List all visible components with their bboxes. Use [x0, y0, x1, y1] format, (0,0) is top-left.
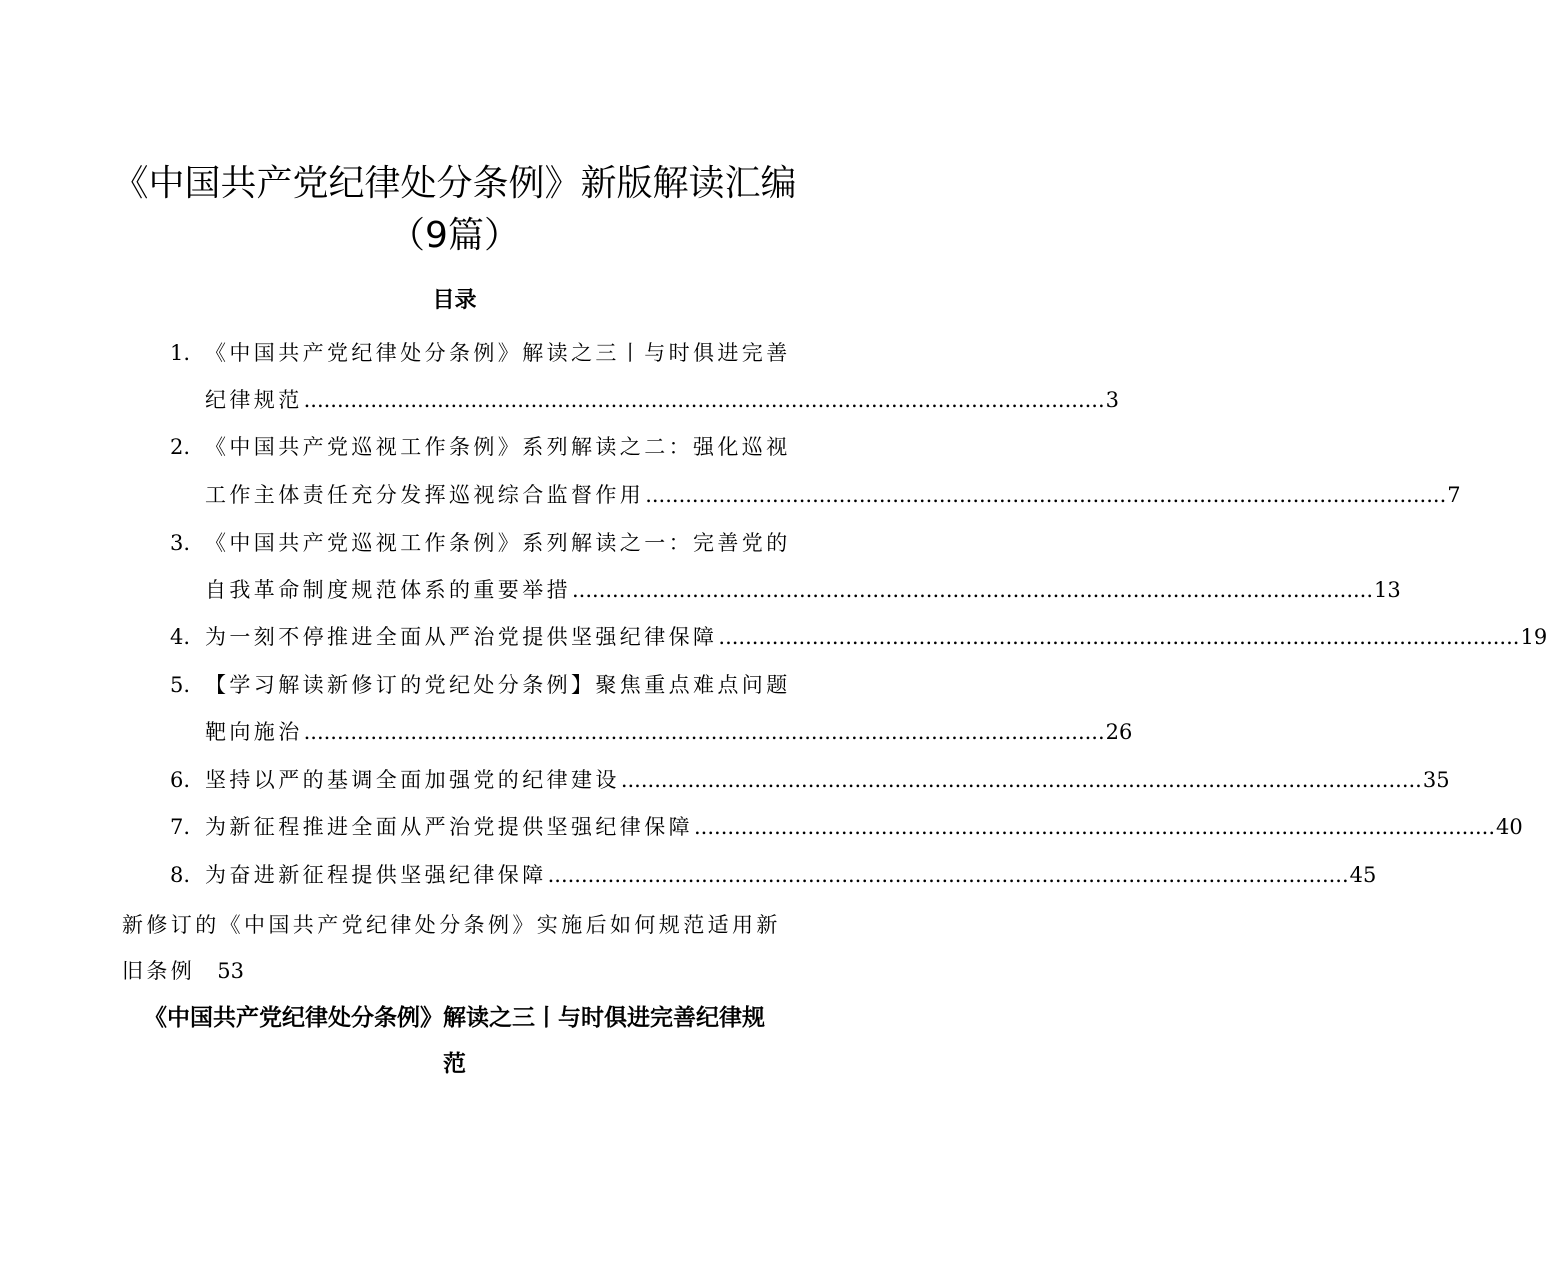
toc-entry-1-continuation[interactable]	[205, 385, 1120, 415]
toc-leader-dots: ........................................................................................................................	[718, 625, 1520, 649]
toc-leader-dots: ........................................................................................................................	[620, 768, 1422, 792]
toc-entry-2-title[interactable]: 《中国共产党巡视工作条例》系列解读之二：强化巡视	[205, 435, 791, 459]
document-title: 《中国共产党纪律处分条例》新版解读汇编	[112, 163, 797, 204]
toc-entry-6-page: 35	[1422, 768, 1450, 792]
toc-entry-3-page: 13	[1374, 578, 1401, 602]
toc-entry-3-number: 3.	[170, 531, 191, 555]
toc-entry-3-title-cont: 自我革命制度规范体系的重要举措	[205, 578, 571, 602]
toc-entry-5-title[interactable]: 【学习解读新修订的党纪处分条例】聚焦重点难点问题	[205, 673, 791, 697]
toc-entry-3-continuation[interactable]	[205, 575, 1401, 605]
toc-entry-6-number: 6.	[170, 768, 191, 792]
toc-entry-7-number: 7.	[170, 815, 191, 839]
toc-entry-4-title[interactable]	[205, 622, 1547, 652]
toc-entry-2-page: 7	[1447, 483, 1461, 507]
toc-entry-1-title[interactable]: 《中国共产党纪律处分条例》解读之三丨与时俱进完善	[205, 341, 791, 365]
toc-entry-1-number: 1.	[170, 341, 191, 365]
toc-entry-5-title-cont: 靶向施治	[205, 720, 303, 744]
toc-leader-dots: ........................................................................................................................	[572, 578, 1374, 602]
toc-entry-5-number: 5.	[170, 673, 191, 697]
toc-entry-8-title-text: 为奋进新征程提供坚强纪律保障	[205, 863, 547, 887]
toc-leader-dots: ........................................................................................................................	[547, 863, 1349, 887]
toc-entry-6-title-text: 坚持以严的基调全面加强党的纪律建设	[205, 768, 620, 792]
toc-entry-8-page: 45	[1349, 863, 1377, 887]
toc-entry-7-page: 40	[1496, 815, 1523, 839]
toc-entry-2-title-cont: 工作主体责任充分发挥巡视综合监督作用	[205, 483, 645, 507]
toc-entry-1-title-cont: 纪律规范	[205, 388, 303, 412]
toc-entry-1-page: 3	[1105, 388, 1120, 412]
toc-entry-2-number: 2.	[170, 435, 191, 459]
toc-entry-7-title-text: 为新征程推进全面从严治党提供坚强纪律保障	[205, 815, 693, 839]
toc-entry-5-continuation[interactable]	[205, 717, 1133, 747]
toc-extra-title[interactable]: 新修订的《中国共产党纪律处分条例》实施后如何规范适用新	[122, 913, 781, 937]
toc-entry-4-page: 19	[1520, 625, 1547, 649]
toc-extra-page: 53	[217, 959, 244, 983]
section-heading: 《中国共产党纪律处分条例》解读之三丨与时俱进完善纪律规	[144, 1004, 765, 1031]
section-heading-cont: 范	[443, 1050, 466, 1077]
toc-entry-8-number: 8.	[170, 863, 191, 887]
toc-extra-continuation[interactable]	[122, 956, 792, 986]
toc-extra-title-cont: 旧条例	[122, 959, 196, 983]
toc-heading: 目录	[432, 287, 477, 313]
toc-entry-3-title[interactable]: 《中国共产党巡视工作条例》系列解读之一：完善党的	[205, 531, 791, 555]
toc-entry-5-page: 26	[1105, 720, 1133, 744]
toc-leader-dots: ........................................................................................................................	[645, 483, 1447, 507]
toc-entry-6-title[interactable]	[205, 765, 1450, 795]
toc-entry-4-title-text: 为一刻不停推进全面从严治党提供坚强纪律保障	[205, 625, 718, 649]
toc-entry-8-title[interactable]	[205, 860, 1377, 890]
toc-entry-4-number: 4.	[170, 625, 191, 649]
toc-entry-7-title[interactable]	[205, 812, 1523, 842]
document-title-subtitle: （9篇）	[389, 215, 520, 256]
toc-leader-dots: ........................................................................................................................	[303, 388, 1105, 412]
toc-leader-dots: ........................................................................................................................	[694, 815, 1496, 839]
toc-leader-dots: ........................................................................................................................	[303, 720, 1105, 744]
toc-entry-2-continuation[interactable]	[205, 480, 1461, 510]
